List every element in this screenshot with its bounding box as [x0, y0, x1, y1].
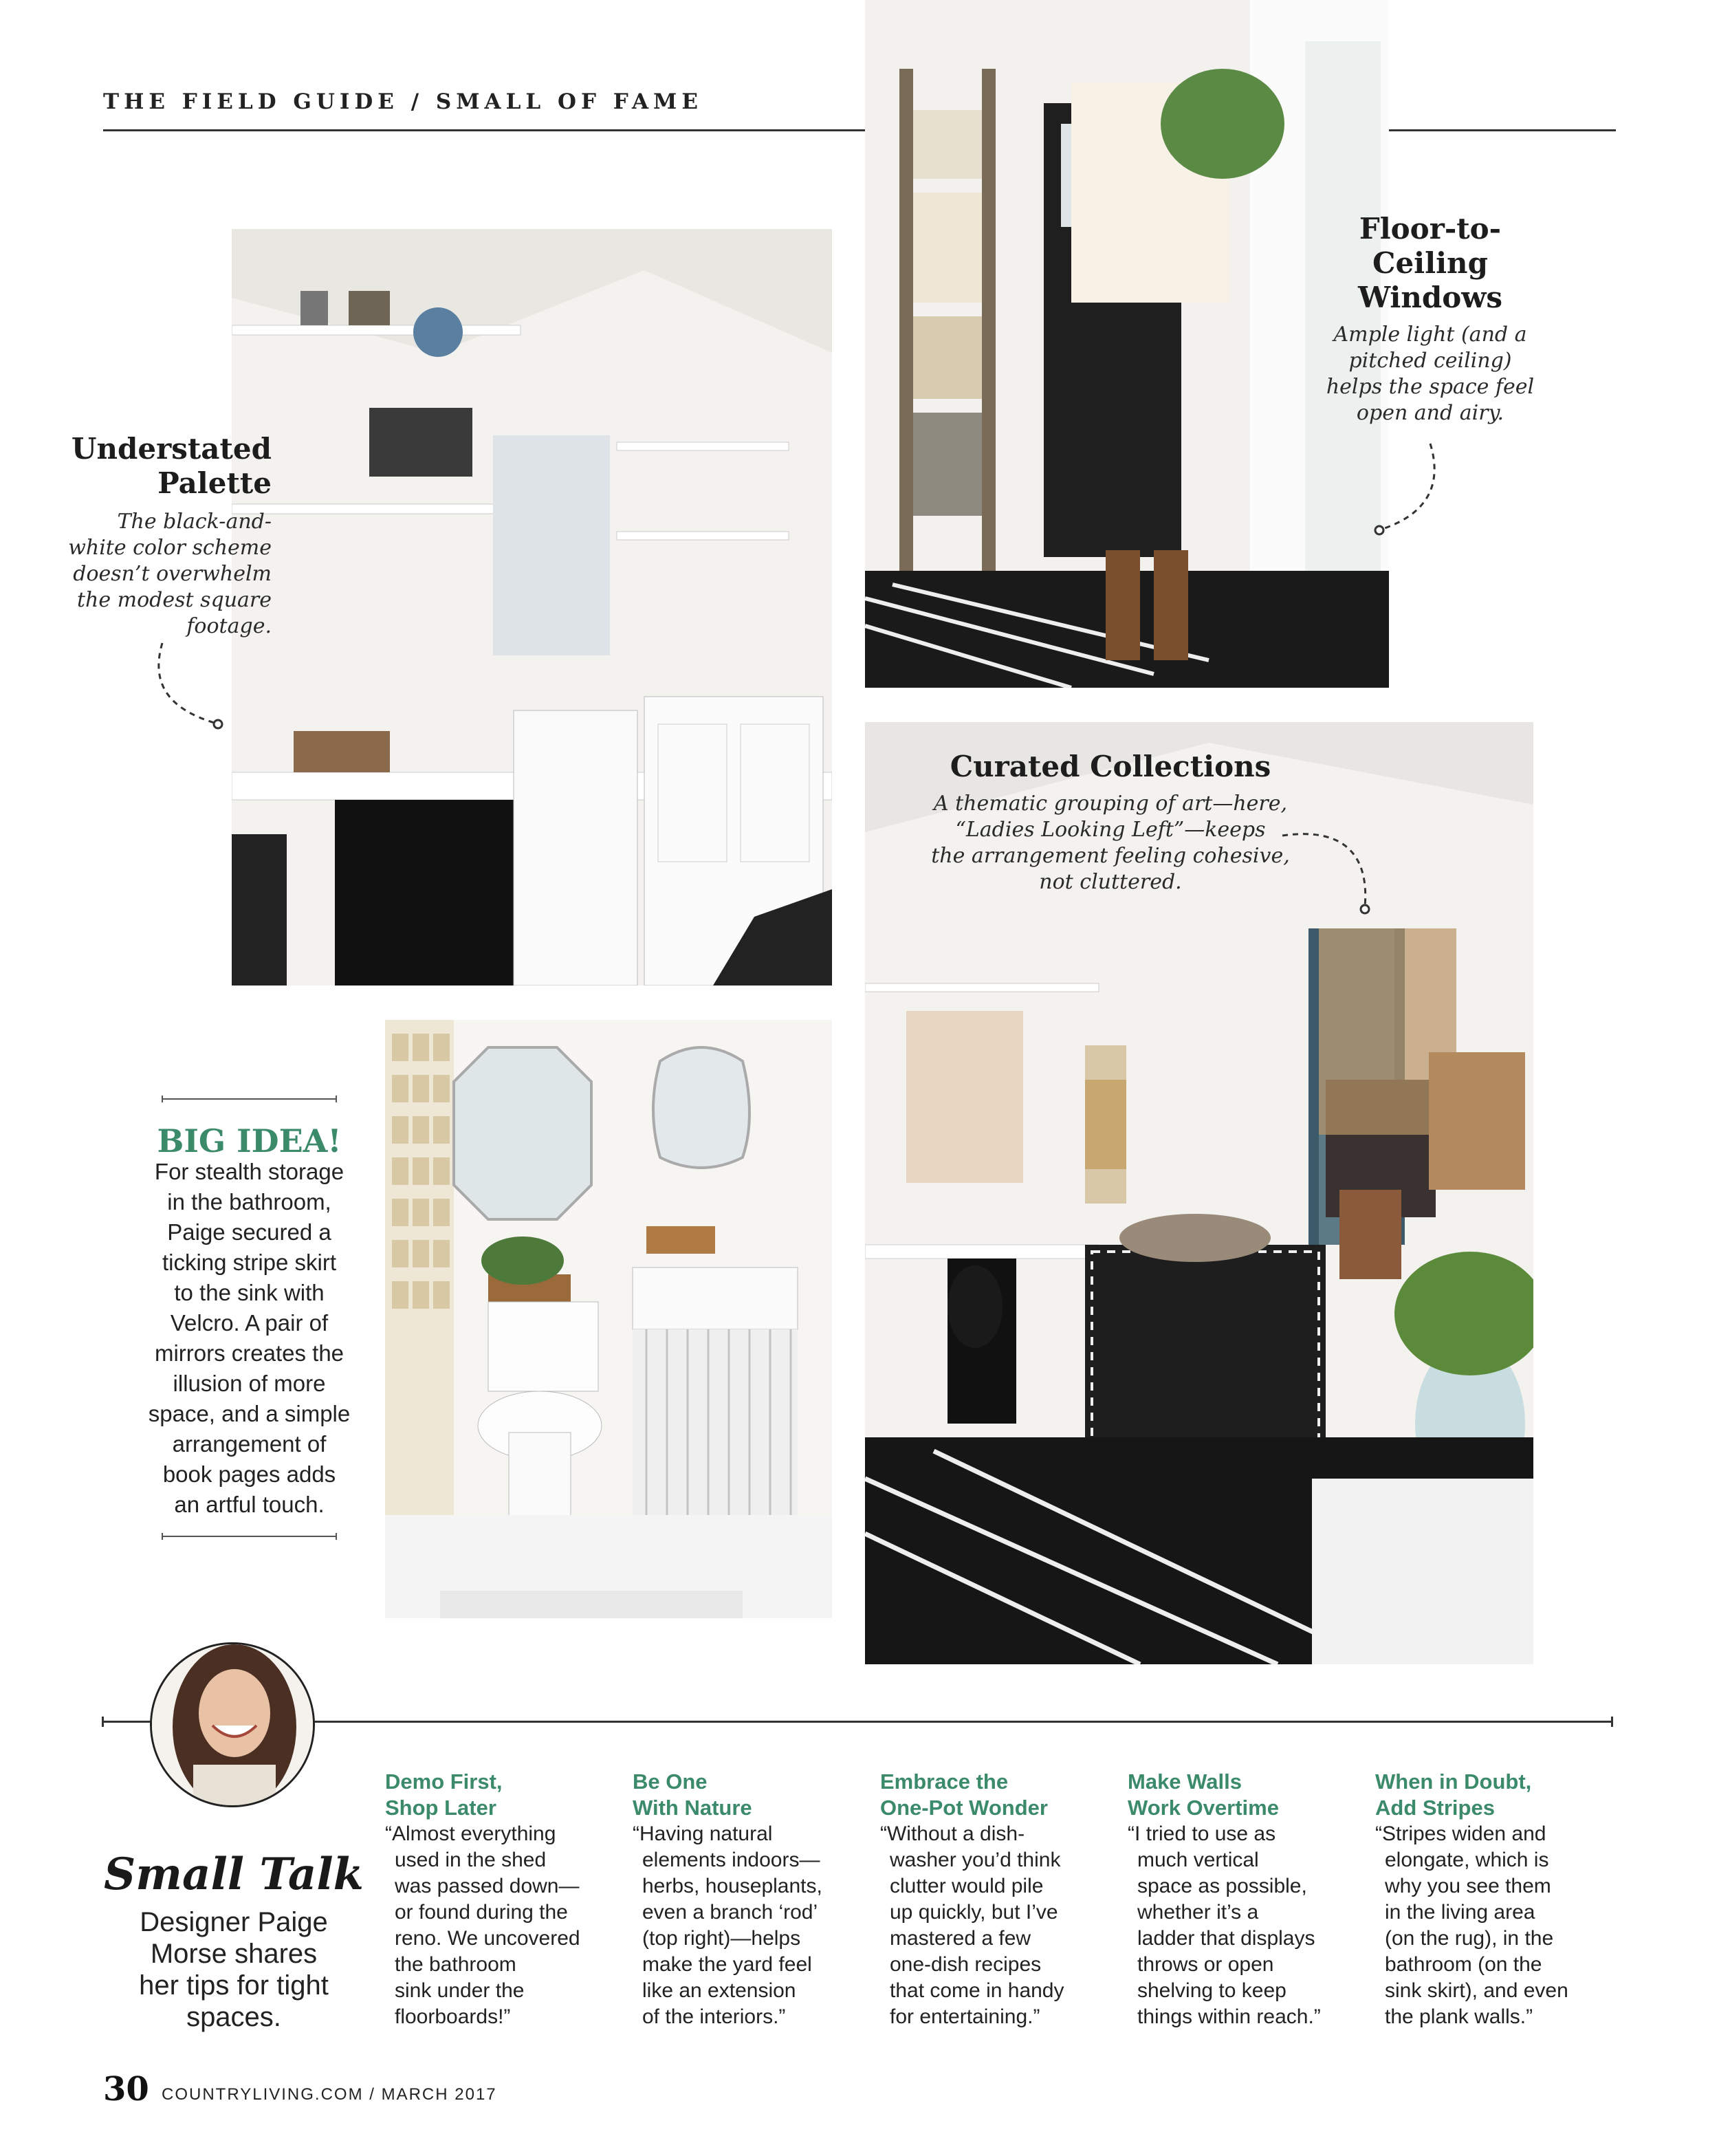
tip-quote-line: one-dish recipes: [890, 1953, 1042, 1976]
palette-body-line: the modest square: [76, 588, 272, 612]
tip-heading-line: Shop Later: [385, 1796, 496, 1820]
big-idea-line: illusion of more: [173, 1371, 326, 1396]
tip-quote-line: clutter would pile: [890, 1875, 1044, 1897]
tip-quote-line: shelving to keep: [1137, 1979, 1286, 2002]
palette-title-line1: Understated: [71, 432, 272, 466]
big-idea-line: For stealth storage: [154, 1159, 344, 1184]
tip-column: [1375, 1769, 1623, 2030]
tip-quote-line: make the yard feel: [642, 1953, 812, 1976]
windows-body-line: pitched ceiling): [1348, 349, 1512, 373]
windows-body-line: helps the space feel: [1326, 375, 1535, 399]
tip-quote-line: “Having natural: [633, 1822, 773, 1845]
small-talk-line: Morse shares: [150, 1939, 318, 1969]
tip-quote-line: whether it’s a: [1137, 1901, 1259, 1924]
tip-quote: [880, 1821, 1121, 2030]
tip-quote-line: (top right)—helps: [642, 1927, 801, 1950]
palette-body-line: white color scheme: [68, 536, 272, 560]
tip-quote-line: “Stripes widen and: [1375, 1822, 1546, 1845]
tip-quote-line: (on the rug), in the: [1385, 1927, 1554, 1950]
tip-quote-line: that come in handy: [890, 1979, 1064, 2002]
tip-quote-line: even a branch ‘rod’: [642, 1901, 818, 1924]
windows-pointer-line: [1368, 440, 1444, 536]
tip-quote-line: or found during the: [395, 1901, 568, 1924]
tip-quote-line: things within reach.”: [1137, 2005, 1321, 2028]
small-talk-line: Designer Paige: [140, 1907, 328, 1937]
header-rule-left: [103, 129, 866, 131]
big-idea-line: Velcro. A pair of: [170, 1310, 329, 1336]
tip-column: [1128, 1769, 1368, 2030]
tip-column: [385, 1769, 626, 2030]
tip-quote-line: up quickly, but I’ve: [890, 1901, 1058, 1924]
small-talk-body: [103, 1906, 364, 2033]
big-idea-line: book pages adds: [162, 1461, 336, 1487]
tip-heading-line: Be One: [633, 1770, 708, 1794]
tip-heading: [880, 1769, 1121, 1821]
tip-quote-line: much vertical: [1137, 1849, 1259, 1871]
big-idea-line: ticking stripe skirt: [162, 1250, 337, 1275]
big-idea-line: an artful touch.: [174, 1492, 325, 1517]
palette-body-line: doesn’t overwhelm: [73, 562, 272, 586]
rule-end-right: [1611, 1717, 1613, 1727]
tip-quote-line: used in the shed: [395, 1849, 547, 1871]
tip-quote: [1128, 1821, 1368, 2030]
tip-quote-line: mastered a few: [890, 1927, 1031, 1950]
tip-quote-line: the bathroom: [395, 1953, 516, 1976]
tip-heading: [1128, 1769, 1368, 1821]
windows-body-line: open and airy.: [1356, 401, 1504, 425]
tip-quote-line: herbs, houseplants,: [642, 1875, 822, 1897]
tip-quote-line: sink under the: [395, 1979, 525, 2002]
windows-title-line3: Windows: [1357, 281, 1503, 314]
small-talk-line: spaces.: [186, 2002, 281, 2032]
palette-body-line: footage.: [186, 614, 272, 638]
tip-quote-line: bathroom (on the: [1385, 1953, 1542, 1976]
section-header: THE FIELD GUIDE / SMALL OF FAME: [103, 89, 703, 114]
tip-quote-line: floorboards!”: [395, 2005, 511, 2028]
collections-body-line: not cluttered.: [1039, 870, 1182, 894]
tip-quote-line: “I tried to use as: [1128, 1822, 1276, 1845]
tip-quote-line: sink skirt), and even: [1385, 1979, 1568, 2002]
palette-pointer-line: [151, 640, 227, 736]
designer-avatar: [150, 1642, 315, 1807]
tip-heading-line: Make Walls: [1128, 1770, 1242, 1794]
tip-quote-line: why you see them: [1385, 1875, 1551, 1897]
palette-title-line2: Palette: [157, 466, 272, 500]
tip-quote-line: space as possible,: [1137, 1875, 1307, 1897]
tip-heading-line: Embrace the: [880, 1770, 1009, 1794]
page-number: 30: [103, 2070, 149, 2109]
small-talk-line: her tips for tight: [139, 1970, 329, 2001]
big-idea-line: mirrors creates the: [154, 1340, 344, 1366]
windows-title-line1: Floor-to-: [1359, 212, 1502, 246]
tip-quote-line: of the interiors.”: [642, 2005, 786, 2028]
tip-column: [880, 1769, 1121, 2030]
windows-body-line: Ample light (and a: [1333, 323, 1527, 347]
big-idea-line: space, and a simple: [148, 1401, 351, 1426]
big-idea-rule-bottom: [162, 1536, 337, 1537]
palette-body-line: The black-and-: [117, 510, 272, 534]
kitchen-photo: [232, 229, 832, 986]
big-idea-title: BIG IDEA!: [157, 1122, 342, 1159]
tip-quote-line: for entertaining.”: [890, 2005, 1040, 2028]
collections-body-line: “Ladies Looking Left”—keeps: [955, 818, 1266, 842]
collections-caption-body: [915, 791, 1306, 895]
big-idea-line: arrangement of: [172, 1431, 327, 1457]
rule-end-left: [102, 1717, 104, 1727]
tip-heading: [633, 1769, 873, 1821]
tip-quote-line: reno. We uncovered: [395, 1927, 580, 1950]
header-rule-right: [1389, 129, 1616, 131]
tip-quote-line: was passed down—: [395, 1875, 580, 1897]
footer-source: COUNTRYLIVING.COM / MARCH 2017: [162, 2085, 497, 2104]
tip-quote-line: “Almost everything: [385, 1822, 556, 1845]
tip-heading-line: When in Doubt,: [1375, 1770, 1532, 1794]
big-idea-line: to the sink with: [174, 1280, 325, 1305]
tip-quote-line: like an extension: [642, 1979, 796, 2002]
big-idea-body: [120, 1157, 378, 1520]
tip-heading-line: Add Stripes: [1375, 1796, 1495, 1820]
tip-quote: [385, 1821, 626, 2030]
big-idea-line: Paige secured a: [167, 1219, 331, 1245]
collections-body-line: A thematic grouping of art—here,: [933, 792, 1288, 816]
tip-quote-line: elongate, which is: [1385, 1849, 1549, 1871]
big-idea-line: in the bathroom,: [167, 1189, 331, 1215]
small-talk-title: Small Talk: [104, 1849, 364, 1900]
collections-body-line: the arrangement feeling cohesive,: [931, 844, 1290, 868]
windows-caption-body: [1279, 322, 1581, 426]
tip-quote-line: elements indoors—: [642, 1849, 820, 1871]
windows-caption-title: [1279, 212, 1581, 315]
tip-quote-line: washer you’d think: [890, 1849, 1061, 1871]
tip-quote-line: ladder that displays: [1137, 1927, 1315, 1950]
tip-heading-line: With Nature: [633, 1796, 752, 1820]
tip-heading-line: Work Overtime: [1128, 1796, 1279, 1820]
tip-heading: [1375, 1769, 1623, 1821]
tip-column: [633, 1769, 873, 2030]
tip-quote-line: the plank walls.”: [1385, 2005, 1533, 2028]
tip-quote: [633, 1821, 873, 2030]
tip-heading: [385, 1769, 626, 1821]
big-idea-rule-top: [162, 1098, 337, 1100]
palette-caption-body: [41, 509, 272, 640]
tip-quote-line: in the living area: [1385, 1901, 1535, 1924]
small-talk-rule: [103, 1721, 1612, 1723]
tip-quote: [1375, 1821, 1623, 2030]
collections-pointer-line: [1279, 818, 1382, 922]
palette-caption-title: [41, 432, 272, 501]
tip-quote-line: “Without a dish-: [880, 1822, 1025, 1845]
tip-quote-line: throws or open: [1137, 1953, 1274, 1976]
bathroom-photo: [385, 1020, 832, 1618]
windows-title-line2: Ceiling: [1372, 246, 1488, 280]
tip-heading-line: One-Pot Wonder: [880, 1796, 1048, 1820]
collections-caption-title: Curated Collections: [950, 750, 1271, 783]
tip-heading-line: Demo First,: [385, 1770, 503, 1794]
